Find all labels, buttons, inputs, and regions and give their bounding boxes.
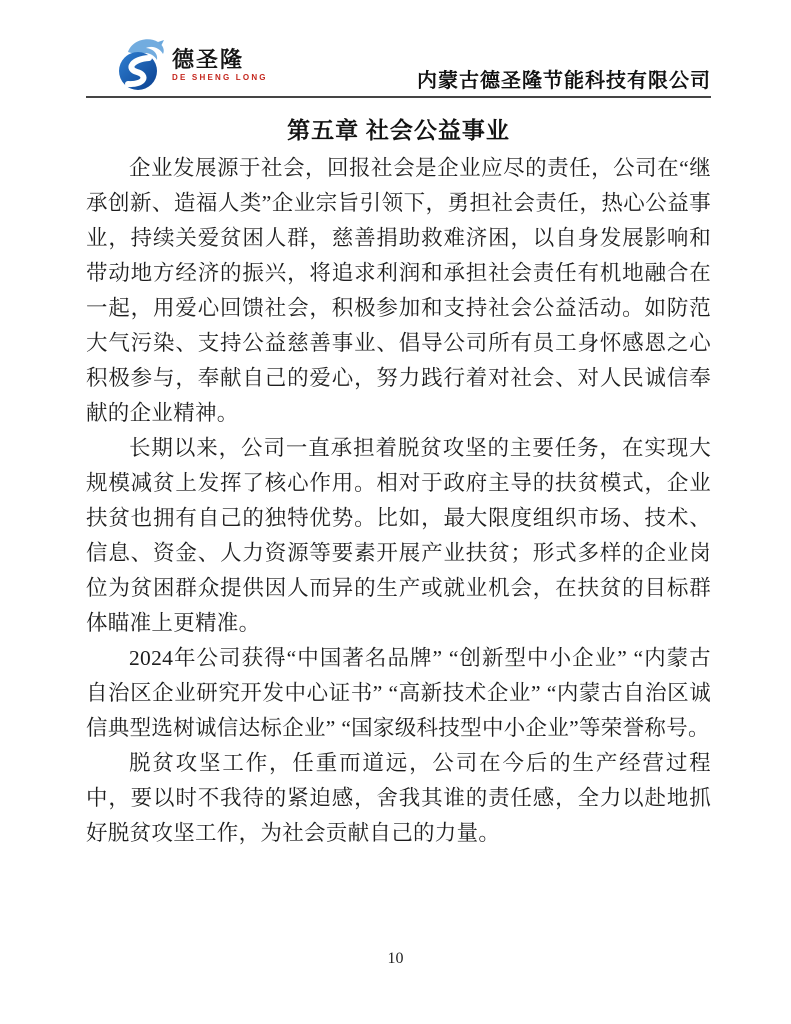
logo-name: 德圣隆 [172,46,245,72]
company-logo [114,36,268,94]
page-number: 10 [387,950,404,967]
logo-subtitle: DE SHENG LONG [172,72,268,82]
paragraph-1: 企业发展源于社会，回报社会是企业应尽的责任，公司在“继承创新、造福人类”企业宗旨引领下，勇担社会责任，热心公益事业，持续关爱贫困人群，慈善捐助救难济困，以自身发展影响和带动地方经济的振兴，将追求利润和承担社会责任有机地融合在一起，用爱心回馈社会，积极参加和支持社会公益活动。如防范大气污染、支持公益慈善事业、倡导公司所有员工身怀感恩之心积极参与，奉献自己的爱心，努力践行着对社会、对人民诚信奉献的企业精神。 [86,156,711,425]
page-footer [0,950,791,968]
logo-text [172,46,268,82]
dragon-logo-icon [114,36,168,94]
company-name: 内蒙古德圣隆节能科技有限公司 [417,70,711,92]
paragraph-2: 长期以来，公司一直承担着脱贫攻坚的主要任务，在实现大规模减贫上发挥了核心作用。相对于政府主导的扶贫模式，企业扶贫也拥有自己的独特优势。比如，最大限度组织市场、技术、信息、资金、人力资源等要素开展产业扶贫；形式多样的企业岗位为贫困群众提供因人而异的生产或就业机会，在扶贫的目标群体瞄准上更精准。 [86,436,711,635]
paragraph-4: 脱贫攻坚工作，任重而道远，公司在今后的生产经营过程中，要以时不我待的紧迫感，舍我其谁的责任感，全力以赴地抓好脱贫攻坚工作，为社会贡献自己的力量。 [86,751,711,845]
paragraph-3: 2024年公司获得“中国著名品牌” “创新型中小企业” “内蒙古自治区企业研究开发中心证书” “高新技术企业” “内蒙古自治区诚信典型选树诚信达标企业” “国家级科技型中小企业”等荣誉称号。 [86,646,711,740]
page-header [86,0,711,98]
chapter-title: 第五章 社会公益事业 [287,118,510,143]
